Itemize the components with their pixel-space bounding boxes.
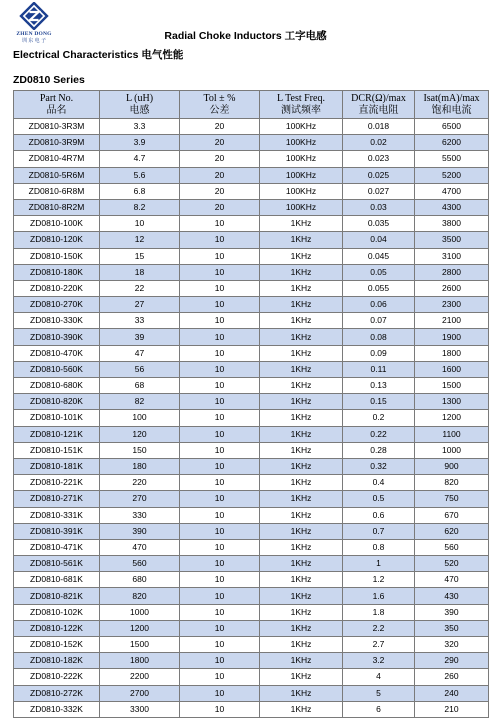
dcr-cell: 0.4 [343, 475, 415, 491]
inductance-cell: 4.7 [100, 151, 180, 167]
isat-cell: 620 [415, 523, 489, 539]
test-frequency-cell: 1KHz [260, 329, 343, 345]
isat-cell: 2100 [415, 313, 489, 329]
table-row [14, 378, 489, 394]
inductance-cell: 12 [100, 232, 180, 248]
part-no-cell: ZD0810-222K [14, 669, 100, 685]
tolerance-cell: 10 [180, 313, 260, 329]
isat-cell: 210 [415, 701, 489, 717]
test-frequency-cell: 1KHz [260, 701, 343, 717]
tolerance-cell: 10 [180, 216, 260, 232]
dcr-cell: 4 [343, 669, 415, 685]
test-frequency-cell: 100KHz [260, 167, 343, 183]
table-row [14, 248, 489, 264]
isat-cell: 520 [415, 556, 489, 572]
isat-cell: 1800 [415, 345, 489, 361]
table-row [14, 394, 489, 410]
inductance-cell: 22 [100, 280, 180, 296]
test-frequency-cell: 1KHz [260, 523, 343, 539]
part-no-cell: ZD0810-122K [14, 620, 100, 636]
tolerance-cell: 10 [180, 685, 260, 701]
dcr-cell: 0.027 [343, 183, 415, 199]
table-row [14, 458, 489, 474]
tolerance-cell: 10 [180, 361, 260, 377]
column-header-tolerance: Tol ± % 公差 [180, 91, 260, 119]
isat-cell: 430 [415, 588, 489, 604]
part-no-cell: ZD0810-100K [14, 216, 100, 232]
part-no-cell: ZD0810-182K [14, 653, 100, 669]
part-no-cell: ZD0810-152K [14, 637, 100, 653]
part-no-cell: ZD0810-102K [14, 604, 100, 620]
inductance-cell: 100 [100, 410, 180, 426]
table-row [14, 151, 489, 167]
test-frequency-cell: 1KHz [260, 313, 343, 329]
inductance-cell: 3.9 [100, 135, 180, 151]
table-row [14, 119, 489, 135]
column-header-test-frequency: L Test Freq. 测试频率 [260, 91, 343, 119]
inductance-cell: 15 [100, 248, 180, 264]
isat-cell: 350 [415, 620, 489, 636]
dcr-cell: 2.2 [343, 620, 415, 636]
part-no-cell: ZD0810-180K [14, 264, 100, 280]
series-title: ZD0810 Series [13, 74, 85, 86]
isat-cell: 1000 [415, 442, 489, 458]
tolerance-cell: 10 [180, 378, 260, 394]
dcr-cell: 0.07 [343, 313, 415, 329]
dcr-cell: 0.023 [343, 151, 415, 167]
dcr-cell: 0.035 [343, 216, 415, 232]
tolerance-cell: 10 [180, 588, 260, 604]
inductance-cell: 5.6 [100, 167, 180, 183]
dcr-cell: 5 [343, 685, 415, 701]
part-no-cell: ZD0810-561K [14, 556, 100, 572]
inductance-cell: 82 [100, 394, 180, 410]
isat-cell: 6500 [415, 119, 489, 135]
dcr-cell: 6 [343, 701, 415, 717]
dcr-cell: 0.045 [343, 248, 415, 264]
inductance-cell: 2700 [100, 685, 180, 701]
dcr-cell: 0.15 [343, 394, 415, 410]
test-frequency-cell: 1KHz [260, 345, 343, 361]
inductance-cell: 6.8 [100, 183, 180, 199]
tolerance-cell: 10 [180, 394, 260, 410]
part-no-cell: ZD0810-3R3M [14, 119, 100, 135]
table-row [14, 604, 489, 620]
inductance-cell: 1800 [100, 653, 180, 669]
table-row [14, 135, 489, 151]
tolerance-cell: 10 [180, 507, 260, 523]
isat-cell: 1100 [415, 426, 489, 442]
part-no-cell: ZD0810-8R2M [14, 199, 100, 215]
table-row [14, 280, 489, 296]
dcr-cell: 0.05 [343, 264, 415, 280]
part-no-cell: ZD0810-121K [14, 426, 100, 442]
isat-cell: 470 [415, 572, 489, 588]
table-row [14, 701, 489, 717]
test-frequency-cell: 100KHz [260, 135, 343, 151]
table-row [14, 297, 489, 313]
isat-cell: 1600 [415, 361, 489, 377]
column-header-isat: Isat(mA)/max 饱和电流 [415, 91, 489, 119]
inductance-cell: 220 [100, 475, 180, 491]
isat-cell: 390 [415, 604, 489, 620]
tolerance-cell: 10 [180, 669, 260, 685]
inductance-cell: 820 [100, 588, 180, 604]
part-no-cell: ZD0810-391K [14, 523, 100, 539]
test-frequency-cell: 1KHz [260, 556, 343, 572]
part-no-cell: ZD0810-681K [14, 572, 100, 588]
isat-cell: 4700 [415, 183, 489, 199]
section-title: Electrical Characteristics 电气性能 [13, 49, 184, 61]
dcr-cell: 0.28 [343, 442, 415, 458]
table-row [14, 199, 489, 215]
isat-cell: 290 [415, 653, 489, 669]
isat-cell: 900 [415, 458, 489, 474]
isat-cell: 820 [415, 475, 489, 491]
table-row [14, 507, 489, 523]
test-frequency-cell: 1KHz [260, 653, 343, 669]
isat-cell: 2800 [415, 264, 489, 280]
document-title: Radial Choke Inductors 工字电感 [164, 30, 327, 42]
dcr-cell: 1 [343, 556, 415, 572]
test-frequency-cell: 100KHz [260, 151, 343, 167]
inductance-cell: 470 [100, 539, 180, 555]
part-no-cell: ZD0810-470K [14, 345, 100, 361]
table-row [14, 685, 489, 701]
part-no-cell: ZD0810-560K [14, 361, 100, 377]
electrical-characteristics-table [13, 90, 489, 718]
table-row [14, 361, 489, 377]
table-row [14, 232, 489, 248]
isat-cell: 3100 [415, 248, 489, 264]
test-frequency-cell: 1KHz [260, 280, 343, 296]
table-row [14, 426, 489, 442]
test-frequency-cell: 1KHz [260, 539, 343, 555]
dcr-cell: 1.2 [343, 572, 415, 588]
inductance-cell: 180 [100, 458, 180, 474]
inductance-cell: 560 [100, 556, 180, 572]
part-no-cell: ZD0810-3R9M [14, 135, 100, 151]
table-row [14, 588, 489, 604]
tolerance-cell: 20 [180, 135, 260, 151]
dcr-cell: 0.2 [343, 410, 415, 426]
column-header-inductance: L (uH) 电感 [100, 91, 180, 119]
isat-cell: 4300 [415, 199, 489, 215]
isat-cell: 3800 [415, 216, 489, 232]
table-row [14, 475, 489, 491]
dcr-cell: 0.02 [343, 135, 415, 151]
isat-cell: 6200 [415, 135, 489, 151]
part-no-cell: ZD0810-680K [14, 378, 100, 394]
dcr-cell: 0.055 [343, 280, 415, 296]
tolerance-cell: 10 [180, 491, 260, 507]
part-no-cell: ZD0810-5R6M [14, 167, 100, 183]
table-row [14, 167, 489, 183]
test-frequency-cell: 1KHz [260, 248, 343, 264]
dcr-cell: 3.2 [343, 653, 415, 669]
table-row [14, 410, 489, 426]
inductance-cell: 390 [100, 523, 180, 539]
test-frequency-cell: 1KHz [260, 507, 343, 523]
inductance-cell: 10 [100, 216, 180, 232]
part-no-cell: ZD0810-821K [14, 588, 100, 604]
dcr-cell: 0.08 [343, 329, 415, 345]
test-frequency-cell: 1KHz [260, 458, 343, 474]
table-row [14, 313, 489, 329]
test-frequency-cell: 1KHz [260, 572, 343, 588]
part-no-cell: ZD0810-471K [14, 539, 100, 555]
tolerance-cell: 10 [180, 556, 260, 572]
table-header-row [14, 91, 489, 119]
inductance-cell: 39 [100, 329, 180, 345]
brand-name-en: ZHEN DONG [16, 31, 52, 37]
table-row [14, 442, 489, 458]
inductance-cell: 330 [100, 507, 180, 523]
isat-cell: 320 [415, 637, 489, 653]
dcr-cell: 0.09 [343, 345, 415, 361]
inductance-cell: 2200 [100, 669, 180, 685]
tolerance-cell: 10 [180, 280, 260, 296]
tolerance-cell: 20 [180, 119, 260, 135]
test-frequency-cell: 1KHz [260, 361, 343, 377]
inductance-cell: 270 [100, 491, 180, 507]
tolerance-cell: 10 [180, 572, 260, 588]
tolerance-cell: 10 [180, 458, 260, 474]
isat-cell: 240 [415, 685, 489, 701]
inductance-cell: 1200 [100, 620, 180, 636]
part-no-cell: ZD0810-270K [14, 297, 100, 313]
part-no-cell: ZD0810-820K [14, 394, 100, 410]
inductance-cell: 3300 [100, 701, 180, 717]
part-no-cell: ZD0810-4R7M [14, 151, 100, 167]
dcr-cell: 0.7 [343, 523, 415, 539]
table-row [14, 556, 489, 572]
table-row [14, 620, 489, 636]
inductance-cell: 18 [100, 264, 180, 280]
part-no-cell: ZD0810-332K [14, 701, 100, 717]
tolerance-cell: 10 [180, 345, 260, 361]
isat-cell: 3500 [415, 232, 489, 248]
part-no-cell: ZD0810-271K [14, 491, 100, 507]
part-no-cell: ZD0810-331K [14, 507, 100, 523]
zhen-dong-logo-icon [19, 2, 49, 30]
test-frequency-cell: 1KHz [260, 604, 343, 620]
tolerance-cell: 10 [180, 620, 260, 636]
part-no-cell: ZD0810-390K [14, 329, 100, 345]
isat-cell: 1200 [415, 410, 489, 426]
isat-cell: 560 [415, 539, 489, 555]
brand-name-cn: 圳 东 电 子 [21, 38, 47, 44]
tolerance-cell: 20 [180, 183, 260, 199]
tolerance-cell: 10 [180, 539, 260, 555]
dcr-cell: 0.5 [343, 491, 415, 507]
isat-cell: 1500 [415, 378, 489, 394]
tolerance-cell: 20 [180, 151, 260, 167]
test-frequency-cell: 1KHz [260, 588, 343, 604]
tolerance-cell: 10 [180, 232, 260, 248]
tolerance-cell: 10 [180, 248, 260, 264]
dcr-cell: 0.04 [343, 232, 415, 248]
inductance-cell: 56 [100, 361, 180, 377]
part-no-cell: ZD0810-221K [14, 475, 100, 491]
isat-cell: 5500 [415, 151, 489, 167]
table-row [14, 345, 489, 361]
test-frequency-cell: 1KHz [260, 264, 343, 280]
test-frequency-cell: 100KHz [260, 199, 343, 215]
test-frequency-cell: 100KHz [260, 183, 343, 199]
inductance-cell: 27 [100, 297, 180, 313]
tolerance-cell: 10 [180, 442, 260, 458]
isat-cell: 670 [415, 507, 489, 523]
tolerance-cell: 10 [180, 653, 260, 669]
dcr-cell: 2.7 [343, 637, 415, 653]
test-frequency-cell: 100KHz [260, 119, 343, 135]
table-row [14, 329, 489, 345]
test-frequency-cell: 1KHz [260, 394, 343, 410]
part-no-cell: ZD0810-220K [14, 280, 100, 296]
tolerance-cell: 10 [180, 410, 260, 426]
test-frequency-cell: 1KHz [260, 378, 343, 394]
table-row [14, 572, 489, 588]
test-frequency-cell: 1KHz [260, 620, 343, 636]
dcr-cell: 0.32 [343, 458, 415, 474]
table-row [14, 183, 489, 199]
table-row [14, 669, 489, 685]
table-row [14, 216, 489, 232]
part-no-cell: ZD0810-181K [14, 458, 100, 474]
test-frequency-cell: 1KHz [260, 426, 343, 442]
isat-cell: 260 [415, 669, 489, 685]
test-frequency-cell: 1KHz [260, 216, 343, 232]
inductance-cell: 680 [100, 572, 180, 588]
tolerance-cell: 10 [180, 264, 260, 280]
inductance-cell: 68 [100, 378, 180, 394]
dcr-cell: 1.8 [343, 604, 415, 620]
isat-cell: 1300 [415, 394, 489, 410]
table-row [14, 653, 489, 669]
part-no-cell: ZD0810-150K [14, 248, 100, 264]
isat-cell: 2600 [415, 280, 489, 296]
test-frequency-cell: 1KHz [260, 442, 343, 458]
test-frequency-cell: 1KHz [260, 297, 343, 313]
dcr-cell: 0.13 [343, 378, 415, 394]
test-frequency-cell: 1KHz [260, 685, 343, 701]
table-body [14, 119, 489, 718]
dcr-cell: 0.22 [343, 426, 415, 442]
isat-cell: 5200 [415, 167, 489, 183]
tolerance-cell: 10 [180, 297, 260, 313]
tolerance-cell: 10 [180, 523, 260, 539]
table-row [14, 491, 489, 507]
test-frequency-cell: 1KHz [260, 410, 343, 426]
dcr-cell: 1.6 [343, 588, 415, 604]
part-no-cell: ZD0810-120K [14, 232, 100, 248]
inductance-cell: 47 [100, 345, 180, 361]
part-no-cell: ZD0810-272K [14, 685, 100, 701]
isat-cell: 750 [415, 491, 489, 507]
dcr-cell: 0.8 [343, 539, 415, 555]
test-frequency-cell: 1KHz [260, 232, 343, 248]
tolerance-cell: 10 [180, 701, 260, 717]
part-no-cell: ZD0810-6R8M [14, 183, 100, 199]
dcr-cell: 0.025 [343, 167, 415, 183]
isat-cell: 2300 [415, 297, 489, 313]
inductance-cell: 120 [100, 426, 180, 442]
part-no-cell: ZD0810-330K [14, 313, 100, 329]
dcr-cell: 0.11 [343, 361, 415, 377]
tolerance-cell: 20 [180, 199, 260, 215]
test-frequency-cell: 1KHz [260, 637, 343, 653]
inductance-cell: 33 [100, 313, 180, 329]
table-row [14, 264, 489, 280]
tolerance-cell: 10 [180, 604, 260, 620]
test-frequency-cell: 1KHz [260, 491, 343, 507]
inductance-cell: 3.3 [100, 119, 180, 135]
column-header-part-no: Part No. 品名 [14, 91, 100, 119]
table-row [14, 539, 489, 555]
tolerance-cell: 10 [180, 329, 260, 345]
inductance-cell: 150 [100, 442, 180, 458]
tolerance-cell: 20 [180, 167, 260, 183]
table-row [14, 523, 489, 539]
tolerance-cell: 10 [180, 637, 260, 653]
inductance-cell: 8.2 [100, 199, 180, 215]
part-no-cell: ZD0810-151K [14, 442, 100, 458]
inductance-cell: 1000 [100, 604, 180, 620]
dcr-cell: 0.6 [343, 507, 415, 523]
column-header-dcr: DCR(Ω)/max 直流电阻 [343, 91, 415, 119]
part-no-cell: ZD0810-101K [14, 410, 100, 426]
test-frequency-cell: 1KHz [260, 669, 343, 685]
tolerance-cell: 10 [180, 475, 260, 491]
dcr-cell: 0.018 [343, 119, 415, 135]
isat-cell: 1900 [415, 329, 489, 345]
dcr-cell: 0.06 [343, 297, 415, 313]
inductance-cell: 1500 [100, 637, 180, 653]
table-row [14, 637, 489, 653]
dcr-cell: 0.03 [343, 199, 415, 215]
tolerance-cell: 10 [180, 426, 260, 442]
test-frequency-cell: 1KHz [260, 475, 343, 491]
